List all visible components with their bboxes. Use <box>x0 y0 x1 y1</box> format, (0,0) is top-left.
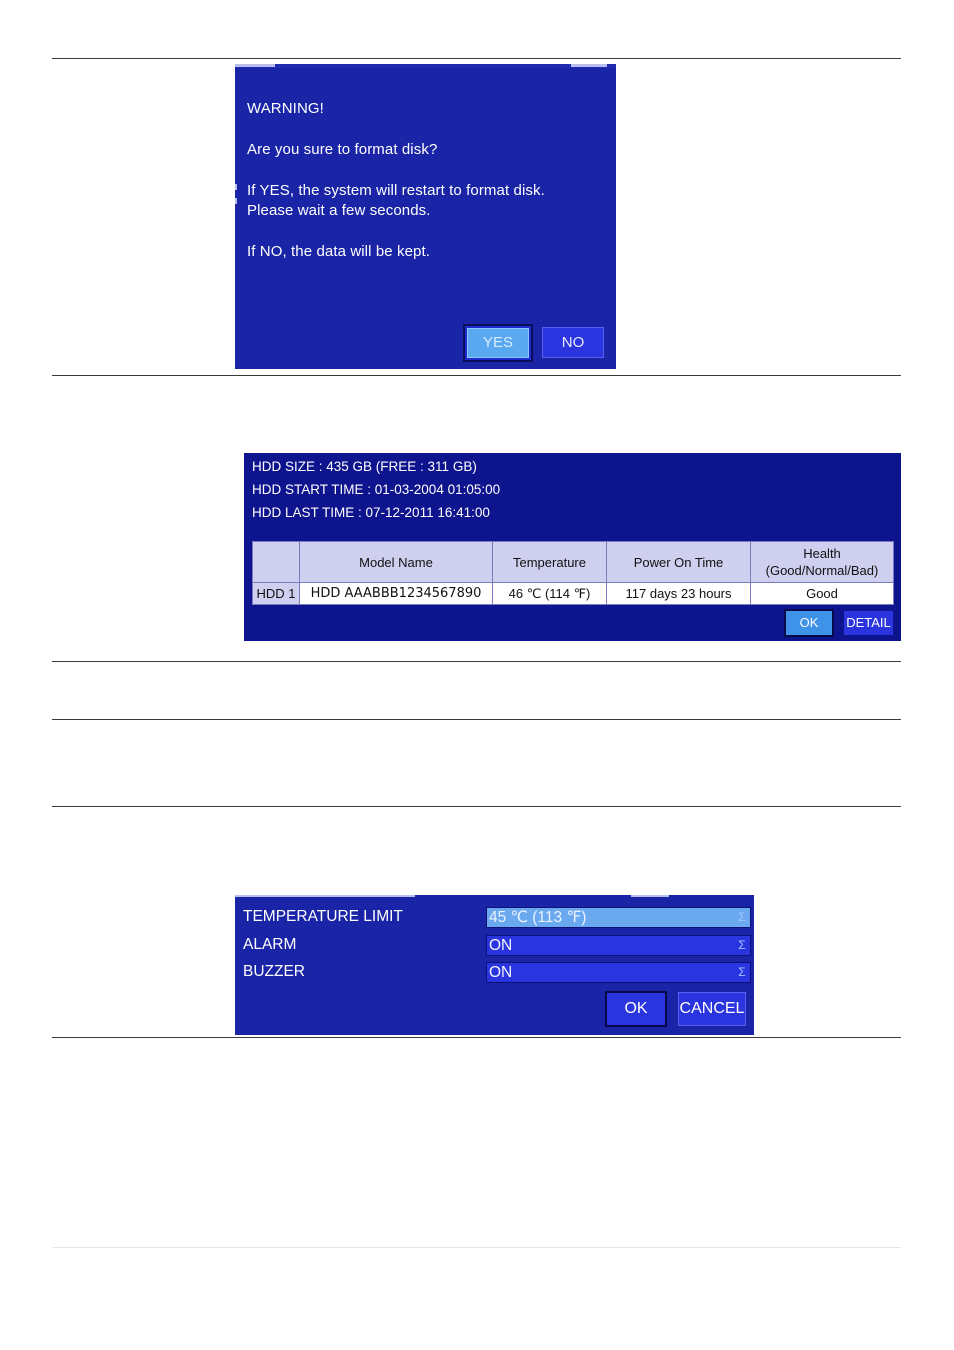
hdd-power-on-time: 117 days 23 hours <box>607 583 751 605</box>
buzzer-value: ON <box>489 964 513 981</box>
temperature-setup-dialog <box>235 895 754 1035</box>
divider-rule <box>52 661 901 662</box>
hdd-start-time-text: HDD START TIME : 01-03-2004 01:05:00 <box>252 482 501 497</box>
warning-question: Are you sure to format disk? <box>247 141 438 158</box>
hdd-last-time-text: HDD LAST TIME : 07-12-2011 16:41:00 <box>252 505 490 520</box>
warning-title: WARNING! <box>247 100 324 117</box>
alarm-select[interactable] <box>486 935 751 956</box>
hdd-health: Good <box>751 583 894 605</box>
temperature-limit-select[interactable] <box>486 907 751 928</box>
column-header-temperature: Temperature <box>493 542 607 583</box>
format-warning-dialog <box>235 64 616 369</box>
temperature-limit-label: TEMPERATURE LIMIT <box>243 908 403 925</box>
dialog-title-bar-clipped <box>235 895 754 898</box>
table-row[interactable] <box>253 583 894 605</box>
hdd-size-text: HDD SIZE : 435 GB (FREE : 311 GB) <box>252 459 477 474</box>
dropdown-arrow-icon: Σ <box>738 965 746 979</box>
dialog-edge-mark <box>235 184 237 190</box>
ok-button[interactable]: OK <box>605 991 667 1027</box>
alarm-label: ALARM <box>243 936 297 953</box>
buzzer-select[interactable] <box>486 962 751 983</box>
dropdown-arrow-icon: Σ <box>738 938 746 952</box>
health-header-line1: Health <box>803 546 841 561</box>
yes-button-label: YES <box>467 328 529 358</box>
hdd-model-name: HDD AAABBB1234567890 <box>300 583 493 605</box>
column-header-health <box>751 542 894 583</box>
cancel-button[interactable]: CANCEL <box>678 992 746 1026</box>
divider-rule <box>52 1037 901 1038</box>
hdd-info-panel <box>244 453 901 641</box>
yes-button[interactable] <box>463 324 533 362</box>
detail-button[interactable]: DETAIL <box>844 611 893 635</box>
divider-rule <box>52 375 901 376</box>
warning-wait-info: Please wait a few seconds. <box>247 202 431 219</box>
divider-rule <box>52 58 901 59</box>
footer-rule <box>52 1247 901 1248</box>
hdd-table <box>252 541 894 605</box>
health-header-line2: (Good/Normal/Bad) <box>765 563 879 578</box>
hdd-row-label: HDD 1 <box>253 583 300 605</box>
warning-no-info: If NO, the data will be kept. <box>247 243 430 260</box>
warning-yes-info: If YES, the system will restart to format disk. <box>247 182 545 199</box>
temperature-limit-value: 45 ℃ (113 ℉) <box>489 909 587 926</box>
dialog-title-bar-clipped <box>235 64 616 68</box>
dropdown-arrow-icon: Σ <box>738 910 746 924</box>
dialog-edge-mark <box>235 198 237 204</box>
divider-rule <box>52 806 901 807</box>
table-header-row <box>253 542 894 583</box>
column-header-power-on-time: Power On Time <box>607 542 751 583</box>
ok-button[interactable]: OK <box>784 609 834 637</box>
alarm-value: ON <box>489 937 513 954</box>
column-header-model-name: Model Name <box>300 542 493 583</box>
hdd-temperature: 46 ℃ (114 ℉) <box>493 583 607 605</box>
no-button[interactable]: NO <box>542 327 604 358</box>
divider-rule <box>52 719 901 720</box>
buzzer-label: BUZZER <box>243 963 305 980</box>
column-header-blank <box>253 542 300 583</box>
